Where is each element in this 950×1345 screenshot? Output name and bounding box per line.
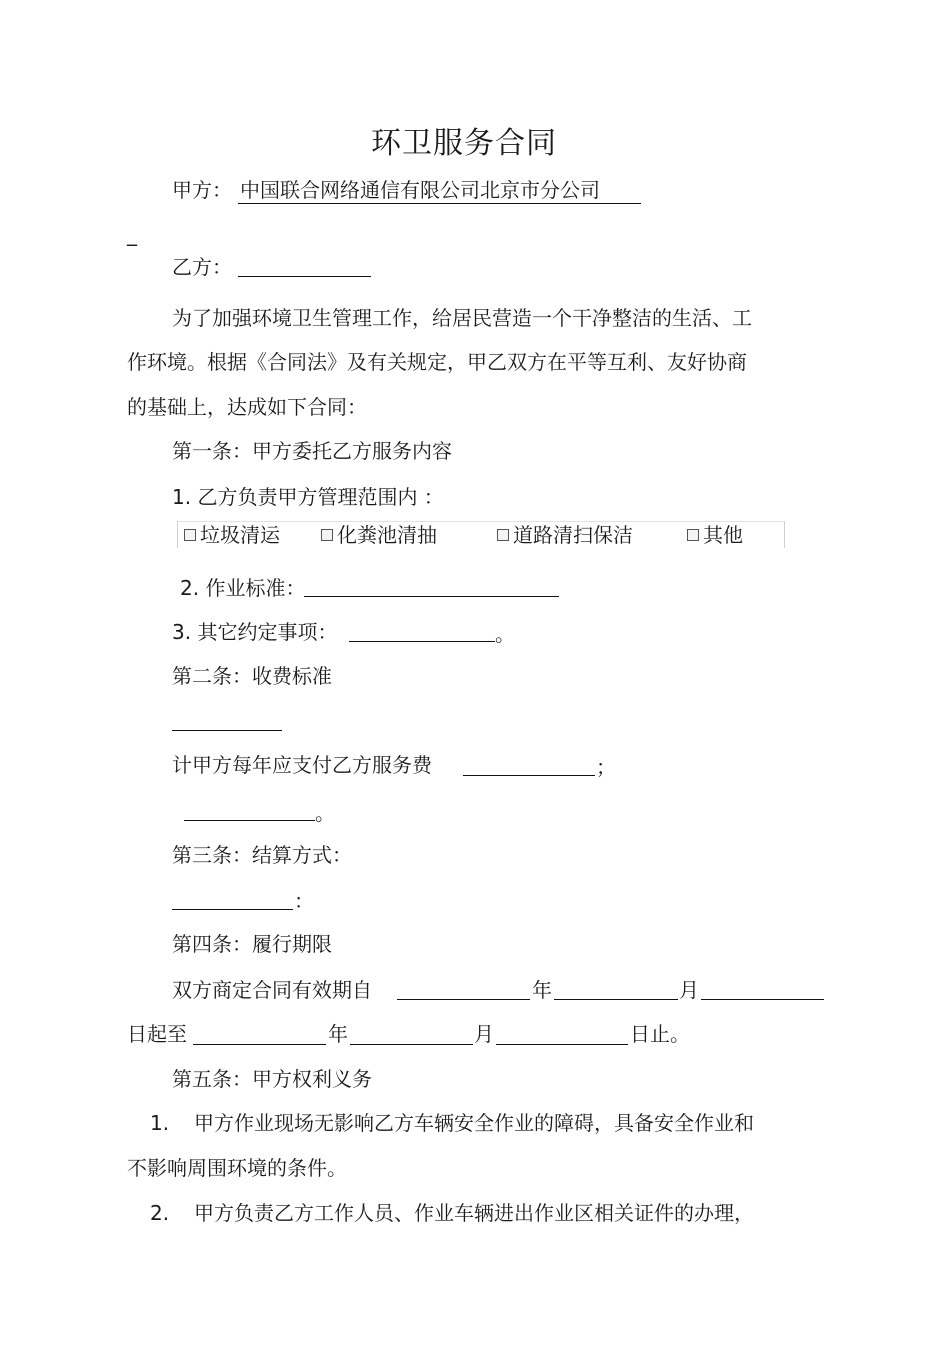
annual-fee-end: ； bbox=[596, 755, 616, 779]
option-septic-label: 化粪池清抽 bbox=[337, 523, 437, 547]
term-line-1-label: 双方商定合同有效期自 bbox=[172, 978, 372, 1002]
end-month-label: 月 bbox=[474, 1022, 494, 1046]
fee-line-2-end: 。 bbox=[315, 801, 335, 825]
intro-line-2: 作环境。根据《合同法》及有关规定，甲乙双方在平等互利、友好协商 bbox=[127, 350, 747, 374]
end-year-label: 年 bbox=[328, 1022, 348, 1046]
article-1-item-3: 3. 其它约定事项： bbox=[172, 620, 338, 644]
start-day-blank bbox=[701, 999, 824, 1000]
start-year-label: 年 bbox=[532, 978, 552, 1002]
option-garbage[interactable] bbox=[184, 523, 280, 547]
work-standard-blank bbox=[304, 596, 559, 597]
fee-line-2-blank bbox=[184, 820, 315, 821]
article-5-heading: 第五条：甲方权利义务 bbox=[172, 1067, 372, 1091]
party-a-continuation: _ bbox=[127, 222, 137, 246]
article-5-item-1-number: 1. bbox=[150, 1111, 170, 1135]
option-garbage-label: 垃圾清运 bbox=[200, 523, 280, 547]
checkbox-icon[interactable] bbox=[321, 529, 333, 541]
start-month-label: 月 bbox=[679, 978, 699, 1002]
settlement-colon: ： bbox=[294, 889, 314, 913]
checkbox-icon[interactable] bbox=[687, 529, 699, 541]
end-month-blank bbox=[350, 1044, 473, 1045]
checkbox-icon[interactable] bbox=[184, 529, 196, 541]
article-5-item-2-text: 甲方负责乙方工作人员、作业车辆进出作业区相关证件的办理， bbox=[194, 1201, 754, 1225]
annual-fee-label: 计甲方每年应支付乙方服务费 bbox=[172, 753, 432, 777]
party-b-label: 乙方： bbox=[172, 255, 232, 279]
article-3-heading: 第三条：结算方式： bbox=[172, 843, 352, 867]
term-end-label: 日止。 bbox=[630, 1022, 690, 1046]
end-year-blank bbox=[193, 1044, 326, 1045]
article-5-item-1-text: 甲方作业现场无影响乙方车辆安全作业的障碍，具备安全作业和 bbox=[194, 1111, 754, 1135]
start-year-blank bbox=[397, 999, 530, 1000]
end-day-blank bbox=[496, 1044, 628, 1045]
article-4-heading: 第四条：履行期限 bbox=[172, 932, 332, 956]
option-septic[interactable] bbox=[321, 523, 437, 547]
article-2-heading: 第二条：收费标准 bbox=[172, 664, 332, 688]
option-other[interactable] bbox=[687, 523, 743, 547]
options-divider-right bbox=[784, 521, 785, 548]
party-a-underline bbox=[238, 203, 641, 204]
settlement-blank bbox=[172, 909, 293, 910]
option-road-label: 道路清扫保洁 bbox=[513, 523, 633, 547]
party-a-label: 甲方： bbox=[172, 178, 232, 202]
article-1-item-2: 2. 作业标准： bbox=[180, 576, 306, 600]
options-divider-left bbox=[177, 521, 178, 548]
term-line-2-label: 日起至 bbox=[127, 1022, 187, 1046]
document-title: 环卫服务合同 bbox=[371, 126, 557, 161]
article-5-item-1-continuation: 不影响周围环境的条件。 bbox=[127, 1156, 347, 1180]
start-month-blank bbox=[554, 999, 678, 1000]
intro-line-3: 的基础上，达成如下合同： bbox=[127, 395, 367, 419]
fee-standard-blank bbox=[172, 730, 282, 731]
article-1-heading: 第一条：甲方委托乙方服务内容 bbox=[172, 439, 452, 463]
article-1-item-3-end: 。 bbox=[495, 622, 515, 646]
annual-fee-blank bbox=[463, 775, 595, 776]
option-other-label: 其他 bbox=[703, 523, 743, 547]
options-top-border bbox=[178, 521, 784, 522]
article-1-item-1: 1. 乙方负责甲方管理范围内 ： bbox=[172, 485, 444, 509]
article-5-item-2-number: 2. bbox=[150, 1201, 170, 1225]
intro-line-1: 为了加强环境卫生管理工作，给居民营造一个干净整洁的生活、工 bbox=[172, 306, 752, 330]
checkbox-icon[interactable] bbox=[497, 529, 509, 541]
option-road[interactable] bbox=[497, 523, 633, 547]
party-a-value: 中国联合网络通信有限公司北京市分公司 bbox=[240, 178, 600, 202]
party-b-blank bbox=[238, 276, 371, 277]
other-terms-blank bbox=[349, 641, 495, 642]
